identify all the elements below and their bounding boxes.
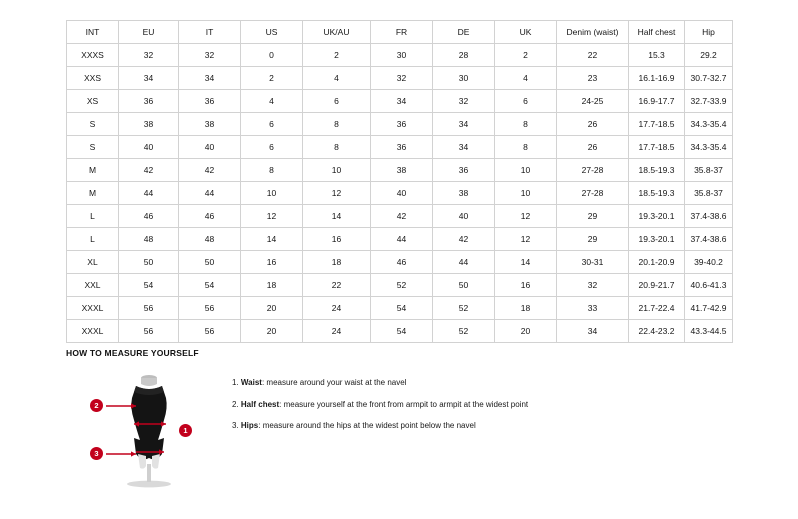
note-number-3: 3.: [232, 421, 239, 431]
cell-fr: 46: [371, 251, 433, 274]
cell-it: 38: [179, 113, 241, 136]
cell-it: 36: [179, 90, 241, 113]
table-row: [67, 205, 733, 228]
table-row: [67, 159, 733, 182]
cell-uk: 6: [495, 90, 557, 113]
cell-ukau: 6: [303, 90, 371, 113]
column-header-hip: Hip: [685, 21, 733, 44]
cell-int: XXXL: [67, 320, 119, 343]
table-row: [67, 320, 733, 343]
cell-half-chest: 22.4-23.2: [629, 320, 685, 343]
cell-us: 14: [241, 228, 303, 251]
size-chart-table: [66, 20, 733, 343]
cell-int: XS: [67, 90, 119, 113]
cell-half-chest: 15.3: [629, 44, 685, 67]
note-number-2: 2.: [232, 399, 239, 409]
cell-fr: 32: [371, 67, 433, 90]
table-header-row: [67, 21, 733, 44]
how-to-measure-section: [66, 348, 746, 488]
cell-eu: 36: [119, 90, 179, 113]
cell-fr: 54: [371, 320, 433, 343]
table-row: [67, 274, 733, 297]
cell-it: 50: [179, 251, 241, 274]
cell-hip: 30.7-32.7: [685, 67, 733, 90]
cell-eu: 32: [119, 44, 179, 67]
cell-denim: 33: [557, 297, 629, 320]
cell-int: XXS: [67, 67, 119, 90]
note-number-1: 1.: [232, 378, 239, 387]
cell-eu: 44: [119, 182, 179, 205]
cell-hip: 32.7-33.9: [685, 90, 733, 113]
cell-fr: 30: [371, 44, 433, 67]
cell-us: 20: [241, 297, 303, 320]
cell-de: 44: [433, 251, 495, 274]
cell-fr: 34: [371, 90, 433, 113]
cell-int: XXXL: [67, 297, 119, 320]
cell-de: 34: [433, 136, 495, 159]
cell-de: 28: [433, 44, 495, 67]
table-row: [67, 228, 733, 251]
cell-denim: 26: [557, 136, 629, 159]
measure-badge-1: 1: [179, 424, 192, 437]
measure-note-waist: [232, 378, 528, 388]
cell-de: 42: [433, 228, 495, 251]
cell-ukau: 24: [303, 320, 371, 343]
note-text-hips: : measure around the hips at the widest point below the navel: [258, 421, 476, 431]
cell-de: 30: [433, 67, 495, 90]
cell-denim: 22: [557, 44, 629, 67]
cell-eu: 56: [119, 320, 179, 343]
column-header-half-chest: Half chest: [629, 21, 685, 44]
cell-half-chest: 18.5-19.3: [629, 182, 685, 205]
cell-hip: 35.8-37: [685, 159, 733, 182]
cell-uk: 2: [495, 44, 557, 67]
cell-denim: 26: [557, 113, 629, 136]
table-row: [67, 90, 733, 113]
cell-it: 44: [179, 182, 241, 205]
column-header-ukau: UK/AU: [303, 21, 371, 44]
cell-eu: 56: [119, 297, 179, 320]
cell-hip: 41.7-42.9: [685, 297, 733, 320]
cell-eu: 46: [119, 205, 179, 228]
cell-eu: 42: [119, 159, 179, 182]
cell-uk: 12: [495, 228, 557, 251]
cell-eu: 50: [119, 251, 179, 274]
note-text-half-chest: : measure yourself at the front from armpit to armpit at the widest point: [279, 399, 529, 409]
table-row: [67, 251, 733, 274]
cell-it: 32: [179, 44, 241, 67]
cell-ukau: 4: [303, 67, 371, 90]
measure-badge-2: 2: [90, 399, 103, 412]
cell-eu: 38: [119, 113, 179, 136]
cell-de: 50: [433, 274, 495, 297]
cell-us: 12: [241, 205, 303, 228]
cell-ukau: 24: [303, 297, 371, 320]
cell-it: 56: [179, 320, 241, 343]
cell-half-chest: 19.3-20.1: [629, 205, 685, 228]
column-header-de: DE: [433, 21, 495, 44]
column-header-eu: EU: [119, 21, 179, 44]
table-row: [67, 182, 733, 205]
cell-uk: 16: [495, 274, 557, 297]
cell-us: 18: [241, 274, 303, 297]
cell-int: XXXS: [67, 44, 119, 67]
cell-us: 6: [241, 113, 303, 136]
cell-de: 52: [433, 320, 495, 343]
note-text-waist: : measure around your waist at the navel: [261, 378, 407, 387]
cell-int: M: [67, 159, 119, 182]
cell-us: 6: [241, 136, 303, 159]
cell-half-chest: 16.1-16.9: [629, 67, 685, 90]
cell-half-chest: 19.3-20.1: [629, 228, 685, 251]
cell-half-chest: 20.1-20.9: [629, 251, 685, 274]
table-row: [67, 44, 733, 67]
cell-ukau: 14: [303, 205, 371, 228]
cell-uk: 10: [495, 182, 557, 205]
cell-fr: 40: [371, 182, 433, 205]
cell-hip: 40.6-41.3: [685, 274, 733, 297]
cell-fr: 44: [371, 228, 433, 251]
cell-de: 32: [433, 90, 495, 113]
measure-instructions: [232, 368, 528, 443]
cell-hip: 43.3-44.5: [685, 320, 733, 343]
cell-us: 0: [241, 44, 303, 67]
cell-half-chest: 18.5-19.3: [629, 159, 685, 182]
cell-fr: 54: [371, 297, 433, 320]
cell-ukau: 8: [303, 136, 371, 159]
cell-fr: 36: [371, 113, 433, 136]
cell-denim: 30-31: [557, 251, 629, 274]
cell-de: 36: [433, 159, 495, 182]
cell-us: 16: [241, 251, 303, 274]
cell-half-chest: 17.7-18.5: [629, 136, 685, 159]
how-to-measure-body: [66, 368, 746, 488]
column-header-int: INT: [67, 21, 119, 44]
cell-int: M: [67, 182, 119, 205]
cell-half-chest: 16.9-17.7: [629, 90, 685, 113]
cell-fr: 38: [371, 159, 433, 182]
note-term-hips: Hips: [240, 421, 259, 431]
cell-eu: 48: [119, 228, 179, 251]
measure-note-half-chest: [232, 400, 528, 410]
cell-hip: 34.3-35.4: [685, 136, 733, 159]
cell-int: XXL: [67, 274, 119, 297]
cell-int: S: [67, 113, 119, 136]
cell-denim: 27-28: [557, 159, 629, 182]
cell-hip: 37.4-38.6: [685, 205, 733, 228]
cell-hip: 39-40.2: [685, 251, 733, 274]
cell-int: L: [67, 228, 119, 251]
measure-badge-3: 3: [90, 447, 103, 460]
cell-it: 54: [179, 274, 241, 297]
note-term-half-chest: Half chest: [240, 399, 280, 409]
cell-ukau: 2: [303, 44, 371, 67]
cell-hip: 35.8-37: [685, 182, 733, 205]
cell-uk: 4: [495, 67, 557, 90]
note-term-waist: Waist: [240, 378, 262, 387]
cell-uk: 8: [495, 113, 557, 136]
cell-it: 34: [179, 67, 241, 90]
cell-hip: 34.3-35.4: [685, 113, 733, 136]
measure-note-hips: [232, 421, 528, 431]
cell-denim: 32: [557, 274, 629, 297]
cell-de: 52: [433, 297, 495, 320]
cell-us: 4: [241, 90, 303, 113]
cell-it: 46: [179, 205, 241, 228]
cell-eu: 34: [119, 67, 179, 90]
cell-ukau: 16: [303, 228, 371, 251]
cell-us: 20: [241, 320, 303, 343]
cell-uk: 10: [495, 159, 557, 182]
cell-ukau: 18: [303, 251, 371, 274]
column-header-us: US: [241, 21, 303, 44]
cell-us: 10: [241, 182, 303, 205]
table-row: [67, 136, 733, 159]
cell-us: 8: [241, 159, 303, 182]
cell-ukau: 12: [303, 182, 371, 205]
cell-half-chest: 21.7-22.4: [629, 297, 685, 320]
table-row: [67, 297, 733, 320]
cell-uk: 12: [495, 205, 557, 228]
cell-denim: 29: [557, 228, 629, 251]
cell-denim: 27-28: [557, 182, 629, 205]
cell-denim: 34: [557, 320, 629, 343]
column-header-it: IT: [179, 21, 241, 44]
cell-uk: 8: [495, 136, 557, 159]
cell-it: 56: [179, 297, 241, 320]
cell-uk: 20: [495, 320, 557, 343]
cell-fr: 42: [371, 205, 433, 228]
cell-denim: 24-25: [557, 90, 629, 113]
cell-denim: 23: [557, 67, 629, 90]
cell-fr: 52: [371, 274, 433, 297]
cell-hip: 37.4-38.6: [685, 228, 733, 251]
size-chart-container: [66, 20, 732, 343]
cell-it: 40: [179, 136, 241, 159]
how-to-measure-title: HOW TO MEASURE YOURSELF: [66, 348, 199, 358]
table-row: [67, 67, 733, 90]
cell-hip: 29.2: [685, 44, 733, 67]
cell-half-chest: 20.9-21.7: [629, 274, 685, 297]
cell-uk: 14: [495, 251, 557, 274]
cell-eu: 40: [119, 136, 179, 159]
column-header-denim-waist: Denim (waist): [557, 21, 629, 44]
cell-int: L: [67, 205, 119, 228]
cell-uk: 18: [495, 297, 557, 320]
cell-denim: 29: [557, 205, 629, 228]
cell-it: 48: [179, 228, 241, 251]
cell-eu: 54: [119, 274, 179, 297]
cell-ukau: 10: [303, 159, 371, 182]
column-header-uk: UK: [495, 21, 557, 44]
cell-int: S: [67, 136, 119, 159]
table-row: [67, 113, 733, 136]
cell-us: 2: [241, 67, 303, 90]
cell-fr: 36: [371, 136, 433, 159]
cell-half-chest: 17.7-18.5: [629, 113, 685, 136]
cell-int: XL: [67, 251, 119, 274]
cell-de: 40: [433, 205, 495, 228]
column-header-fr: FR: [371, 21, 433, 44]
mannequin-figure: [96, 368, 206, 488]
cell-ukau: 8: [303, 113, 371, 136]
cell-de: 34: [433, 113, 495, 136]
cell-ukau: 22: [303, 274, 371, 297]
cell-de: 38: [433, 182, 495, 205]
cell-it: 42: [179, 159, 241, 182]
